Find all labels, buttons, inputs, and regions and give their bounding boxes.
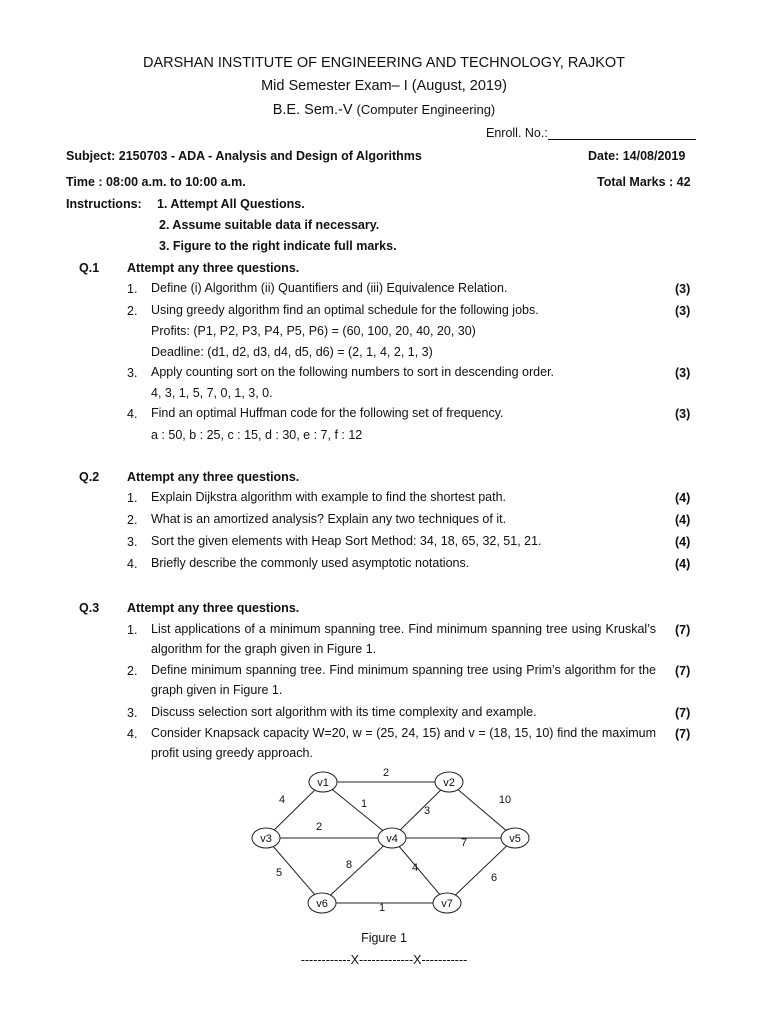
node-v6 xyxy=(308,893,336,913)
q3-item-text: Define minimum spanning tree. Find minimum spanning tree using Prim’s algorithm for the graph given in Figure 1. xyxy=(151,663,656,697)
edge-weight-v3-v4: 2 xyxy=(315,821,323,833)
q2-number: Q.2 xyxy=(79,470,100,484)
q3-item-marks: (7) xyxy=(675,623,691,637)
edge-weight-v2-v4: 3 xyxy=(423,805,431,817)
q1-numbers: 4, 3, 1, 5, 7, 0, 1, 3, 0. xyxy=(151,386,273,400)
q3-item-text: List applications of a minimum spanning tree. Find minimum spanning tree using Kruskal’s algorithm for the graph given in Figure 1. xyxy=(151,622,656,656)
end-marker: ------------X-------------X----------- xyxy=(300,953,468,967)
enroll-blank xyxy=(548,127,696,140)
q3-item-number: 4. xyxy=(127,727,138,741)
q3-number: Q.3 xyxy=(79,601,100,615)
q2-item-marks: (4) xyxy=(675,491,691,505)
node-v2 xyxy=(435,772,463,792)
q1-title: Attempt any three questions. xyxy=(127,261,300,275)
node-v7 xyxy=(433,893,461,913)
q2-item-number: 1. xyxy=(127,491,138,505)
q3-title: Attempt any three questions. xyxy=(127,601,300,615)
q2-title: Attempt any three questions. xyxy=(127,470,300,484)
edge-v3-v6 xyxy=(266,838,322,903)
q1-item-number: 4. xyxy=(127,407,138,421)
q2-item-marks: (4) xyxy=(675,557,691,571)
q1-item-number: 3. xyxy=(127,366,138,380)
edge-weight-v1-v4: 1 xyxy=(360,798,368,810)
edge-v4-v7 xyxy=(392,838,447,903)
node-v1 xyxy=(309,772,337,792)
q3-item-marks: (7) xyxy=(675,727,691,741)
node-label-v2: v2 xyxy=(443,777,455,789)
edge-v2-v5 xyxy=(449,782,515,838)
node-label-v1: v1 xyxy=(317,777,329,789)
edge-weight-v4-v7: 4 xyxy=(411,862,419,874)
edge-v4-v6 xyxy=(322,838,392,903)
q1-item-marks: (3) xyxy=(675,282,691,296)
q1-item-text: Define (i) Algorithm (ii) Quantifiers and (iii) Equivalence Relation. xyxy=(151,281,508,295)
instruction-item: 1. Attempt All Questions. xyxy=(157,197,305,211)
q1-deadline: Deadline: (d1, d2, d3, d4, d5, d6) = (2, 1, 4, 2, 1, 3) xyxy=(151,345,433,359)
graph-nodes xyxy=(252,772,529,913)
node-v4 xyxy=(378,828,406,848)
semester-line xyxy=(0,102,768,118)
instruction-item: 2. Assume suitable data if necessary. xyxy=(159,218,380,232)
figure-caption: Figure 1 xyxy=(361,931,407,945)
q1-item-number: 1. xyxy=(127,282,138,296)
total-marks: Total Marks : 42 xyxy=(597,175,691,189)
q1-item-marks: (3) xyxy=(675,407,691,421)
q2-item-marks: (4) xyxy=(675,513,691,527)
graph-figure xyxy=(0,760,768,920)
edge-weight-v3-v6: 5 xyxy=(275,867,283,879)
q1-number: Q.1 xyxy=(79,261,100,275)
edge-weight-v6-v7: 1 xyxy=(378,902,386,914)
q1-item-text: Find an optimal Huffman code for the following set of frequency. xyxy=(151,406,504,420)
q1-item-text: Using greedy algorithm find an optimal schedule for the following jobs. xyxy=(151,303,539,317)
instruction-item: 3. Figure to the right indicate full marks. xyxy=(159,239,397,253)
node-v5 xyxy=(501,828,529,848)
q2-item-text: Briefly describe the commonly used asymptotic notations. xyxy=(151,556,470,570)
edge-weight-v1-v3: 4 xyxy=(278,794,286,806)
q2-item-number: 2. xyxy=(127,513,138,527)
q2-item-marks: (4) xyxy=(675,535,691,549)
q3-item-number: 2. xyxy=(127,664,138,678)
q1-item-marks: (3) xyxy=(675,366,691,380)
node-label-v5: v5 xyxy=(509,833,521,845)
node-v3 xyxy=(252,828,280,848)
enroll-field xyxy=(486,126,696,140)
q3-item-text: Discuss selection sort algorithm with its time complexity and example. xyxy=(151,705,537,719)
edge-weight-v2-v5: 10 xyxy=(498,794,512,806)
edge-v1-v4 xyxy=(323,782,392,838)
edge-weight-v5-v7: 6 xyxy=(490,872,498,884)
exam-title: Mid Semester Exam– I (August, 2019) xyxy=(261,78,507,94)
instructions-label: Instructions: xyxy=(66,197,142,211)
q3-item-number: 3. xyxy=(127,706,138,720)
q3-item-marks: (7) xyxy=(675,664,691,678)
edge-weight-v4-v6: 8 xyxy=(345,859,353,871)
q1-item-number: 2. xyxy=(127,304,138,318)
exam-time: Time : 08:00 a.m. to 10:00 a.m. xyxy=(66,175,246,189)
node-label-v6: v6 xyxy=(316,898,328,910)
q2-item-number: 4. xyxy=(127,557,138,571)
q1-item-text: Apply counting sort on the following numbers to sort in descending order. xyxy=(151,365,555,379)
semester: B.E. Sem.-V xyxy=(272,102,353,118)
subject: Subject: 2150703 - ADA - Analysis and Design of Algorithms xyxy=(66,149,422,163)
q1-frequencies: a : 50, b : 25, c : 15, d : 30, e : 7, f : 12 xyxy=(151,428,363,442)
q1-item-marks: (3) xyxy=(675,304,691,318)
q3-item-text: Consider Knapsack capacity W=20, w = (25, 24, 15) and v = (18, 15, 10) find the maximum profit using greedy approach. xyxy=(151,726,656,760)
edge-v5-v7 xyxy=(447,838,515,903)
q2-item-text: Explain Dijkstra algorithm with example to find the shortest path. xyxy=(151,490,507,504)
node-label-v7: v7 xyxy=(441,898,453,910)
enroll-label: Enroll. No.: xyxy=(486,126,548,140)
institute-title: DARSHAN INSTITUTE OF ENGINEERING AND TECHNOLOGY, RAJKOT xyxy=(142,55,626,71)
edge-weight-v4-v5: 7 xyxy=(460,837,468,849)
node-label-v4: v4 xyxy=(386,833,398,845)
q2-item-text: Sort the given elements with Heap Sort Method: 34, 18, 65, 32, 51, 21. xyxy=(151,534,542,548)
q3-item-number: 1. xyxy=(127,623,138,637)
q2-item-text: What is an amortized analysis? Explain any two techniques of it. xyxy=(151,512,507,526)
exam-date: Date: 14/08/2019 xyxy=(588,149,686,163)
edge-weight-v1-v2: 2 xyxy=(382,767,390,779)
q2-item-number: 3. xyxy=(127,535,138,549)
q3-item-marks: (7) xyxy=(675,706,691,720)
q1-profits: Profits: (P1, P2, P3, P4, P5, P6) = (60, 100, 20, 40, 20, 30) xyxy=(151,324,476,338)
node-label-v3: v3 xyxy=(260,833,272,845)
branch: (Computer Engineering) xyxy=(356,102,496,117)
